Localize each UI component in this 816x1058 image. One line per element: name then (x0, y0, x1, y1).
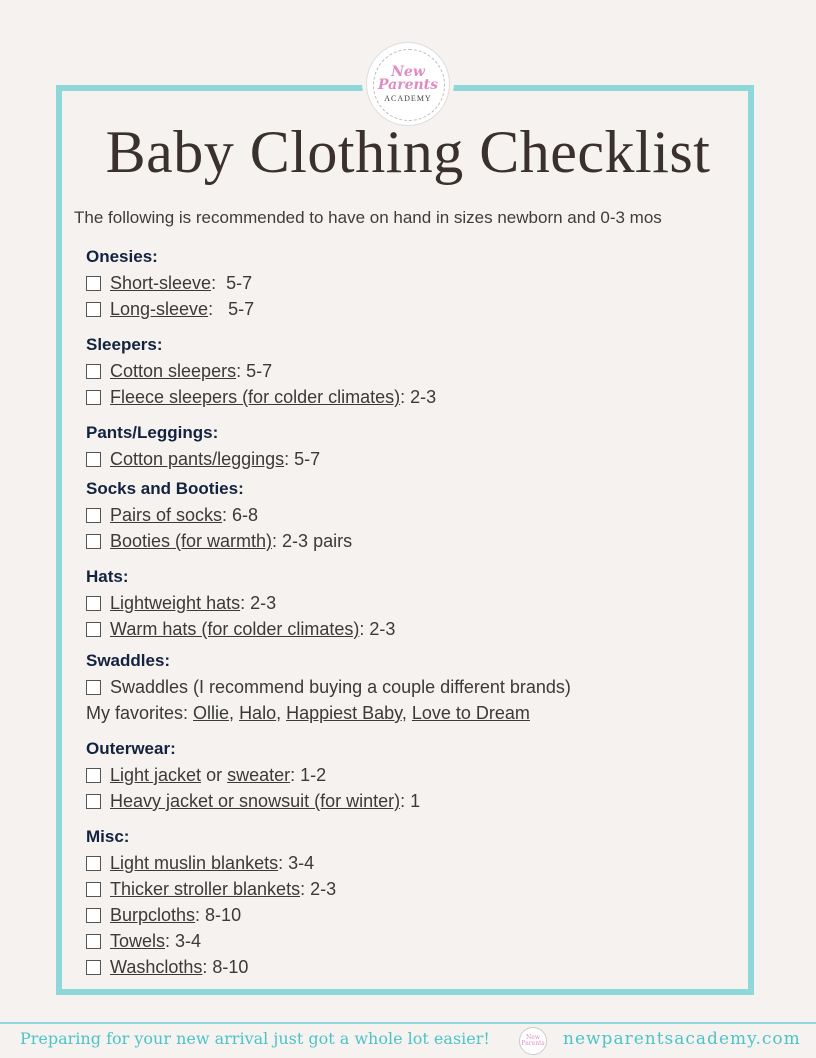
checkbox[interactable] (86, 390, 101, 405)
item-link[interactable]: Burpcloths (110, 905, 196, 925)
footer-url[interactable]: newparentsacademy.com (563, 1029, 801, 1049)
checklist-item (86, 590, 726, 616)
checkbox[interactable] (86, 622, 101, 637)
item-qty: : 2-3 (400, 387, 437, 407)
section-heading: Misc: (86, 827, 130, 846)
section-heading: Hats: (86, 567, 129, 586)
item-qty: : 5-7 (211, 273, 253, 293)
item-link[interactable]: Thicker stroller blankets (110, 879, 301, 899)
section-heading: Pants/Leggings: (86, 423, 219, 442)
section-onesies (86, 244, 726, 322)
item-qty: : 1-2 (290, 765, 327, 785)
favorite-link-halo[interactable]: Halo (239, 703, 277, 723)
item-qty: : 5-7 (284, 449, 321, 469)
item-link[interactable]: Heavy jacket or snowsuit (for winter) (110, 791, 401, 811)
footer-divider (0, 1022, 816, 1024)
item-link[interactable]: Warm hats (for colder climates) (110, 619, 360, 639)
checkbox[interactable] (86, 508, 101, 523)
item-qty: : 8-10 (195, 905, 242, 925)
checklist-item (86, 528, 726, 554)
section-heading: Onesies: (86, 247, 158, 266)
checkbox[interactable] (86, 960, 101, 975)
checkbox[interactable] (86, 534, 101, 549)
item-link[interactable]: Pairs of socks (110, 505, 223, 525)
item-qty: : 2-3 (240, 593, 277, 613)
item-qty: : 1 (400, 791, 421, 811)
item-link[interactable]: Cotton pants/leggings (110, 449, 285, 469)
item-link[interactable]: Short-sleeve (110, 273, 212, 293)
checklist-item (86, 296, 726, 322)
item-qty: : 3-4 (165, 931, 202, 951)
checklist-item (86, 902, 726, 928)
checklist-item (86, 876, 726, 902)
checkbox[interactable] (86, 302, 101, 317)
checkbox[interactable] (86, 934, 101, 949)
footer-logo: New Parents (519, 1027, 547, 1055)
item-qty: : 5-7 (236, 361, 273, 381)
item-link[interactable]: sweater (227, 765, 291, 785)
item-link[interactable]: Light jacket (110, 765, 202, 785)
checklist-item (86, 384, 726, 410)
favorites-line: My favorites: Ollie, Halo, Happiest Baby, Love to Dream (86, 703, 530, 723)
section-misc (86, 824, 726, 980)
section-heading: Sleepers: (86, 335, 163, 354)
section-sleepers (86, 332, 726, 410)
section-outerwear (86, 736, 726, 814)
item-link[interactable]: Fleece sleepers (for colder climates) (110, 387, 401, 407)
academy-logo: New Parents ACADEMY (366, 42, 450, 126)
item-qty: : 2-3 pairs (272, 531, 353, 551)
item-link[interactable]: Cotton sleepers (110, 361, 237, 381)
favorite-link-love-to-dream[interactable]: Love to Dream (411, 703, 530, 723)
section-swaddles (86, 648, 726, 726)
checklist-item: Light jacket or sweater : 1-2 (86, 762, 726, 788)
checklist (86, 244, 726, 990)
checklist-item (86, 358, 726, 384)
checklist-item (86, 270, 726, 296)
checkbox[interactable] (86, 768, 101, 783)
checklist-item (86, 788, 726, 814)
checkbox[interactable] (86, 680, 101, 695)
section-socks (86, 476, 726, 554)
checklist-item (86, 616, 726, 642)
item-qty: : 3-4 (278, 853, 315, 873)
item-qty: : 8-10 (202, 957, 249, 977)
item-link[interactable]: Long-sleeve (110, 299, 209, 319)
checklist-item (86, 674, 726, 700)
favorite-link-ollie[interactable]: Ollie (193, 703, 230, 723)
item-qty: : 2-3 (300, 879, 337, 899)
checkbox[interactable] (86, 908, 101, 923)
checklist-item (86, 850, 726, 876)
section-hats (86, 564, 726, 642)
checkbox[interactable] (86, 364, 101, 379)
section-heading: Outerwear: (86, 739, 176, 758)
checkbox[interactable] (86, 452, 101, 467)
checklist-item (86, 446, 726, 472)
item-link[interactable]: Towels (110, 931, 166, 951)
section-heading: Swaddles: (86, 651, 171, 670)
checklist-item (86, 954, 726, 980)
checklist-item (86, 502, 726, 528)
item-qty: : 2-3 (359, 619, 396, 639)
footer-tagline: Preparing for your new arrival just got a whole lot easier! (20, 1029, 490, 1048)
section-pants (86, 420, 726, 472)
item-qty: : 6-8 (222, 505, 259, 525)
favorite-link-happiest-baby[interactable]: Happiest Baby (286, 703, 402, 723)
checklist-item (86, 928, 726, 954)
section-heading: Socks and Booties: (86, 479, 244, 498)
checkbox[interactable] (86, 794, 101, 809)
item-link[interactable]: Lightweight hats (110, 593, 241, 613)
item-link[interactable]: Light muslin blankets (110, 853, 279, 873)
checkbox[interactable] (86, 882, 101, 897)
page-title: Baby Clothing Checklist (105, 119, 711, 185)
checkbox[interactable] (86, 856, 101, 871)
item-link[interactable]: Booties (for warmth) (110, 531, 273, 551)
item-link[interactable]: Washcloths (110, 957, 203, 977)
page-subtitle: The following is recommended to have on hand in sizes newborn and 0-3 mos (74, 208, 662, 227)
checkbox[interactable] (86, 596, 101, 611)
item-qty: : 5-7 (208, 299, 255, 319)
item-label: Swaddles (I recommend buying a couple different brands) (110, 677, 571, 697)
checkbox[interactable] (86, 276, 101, 291)
